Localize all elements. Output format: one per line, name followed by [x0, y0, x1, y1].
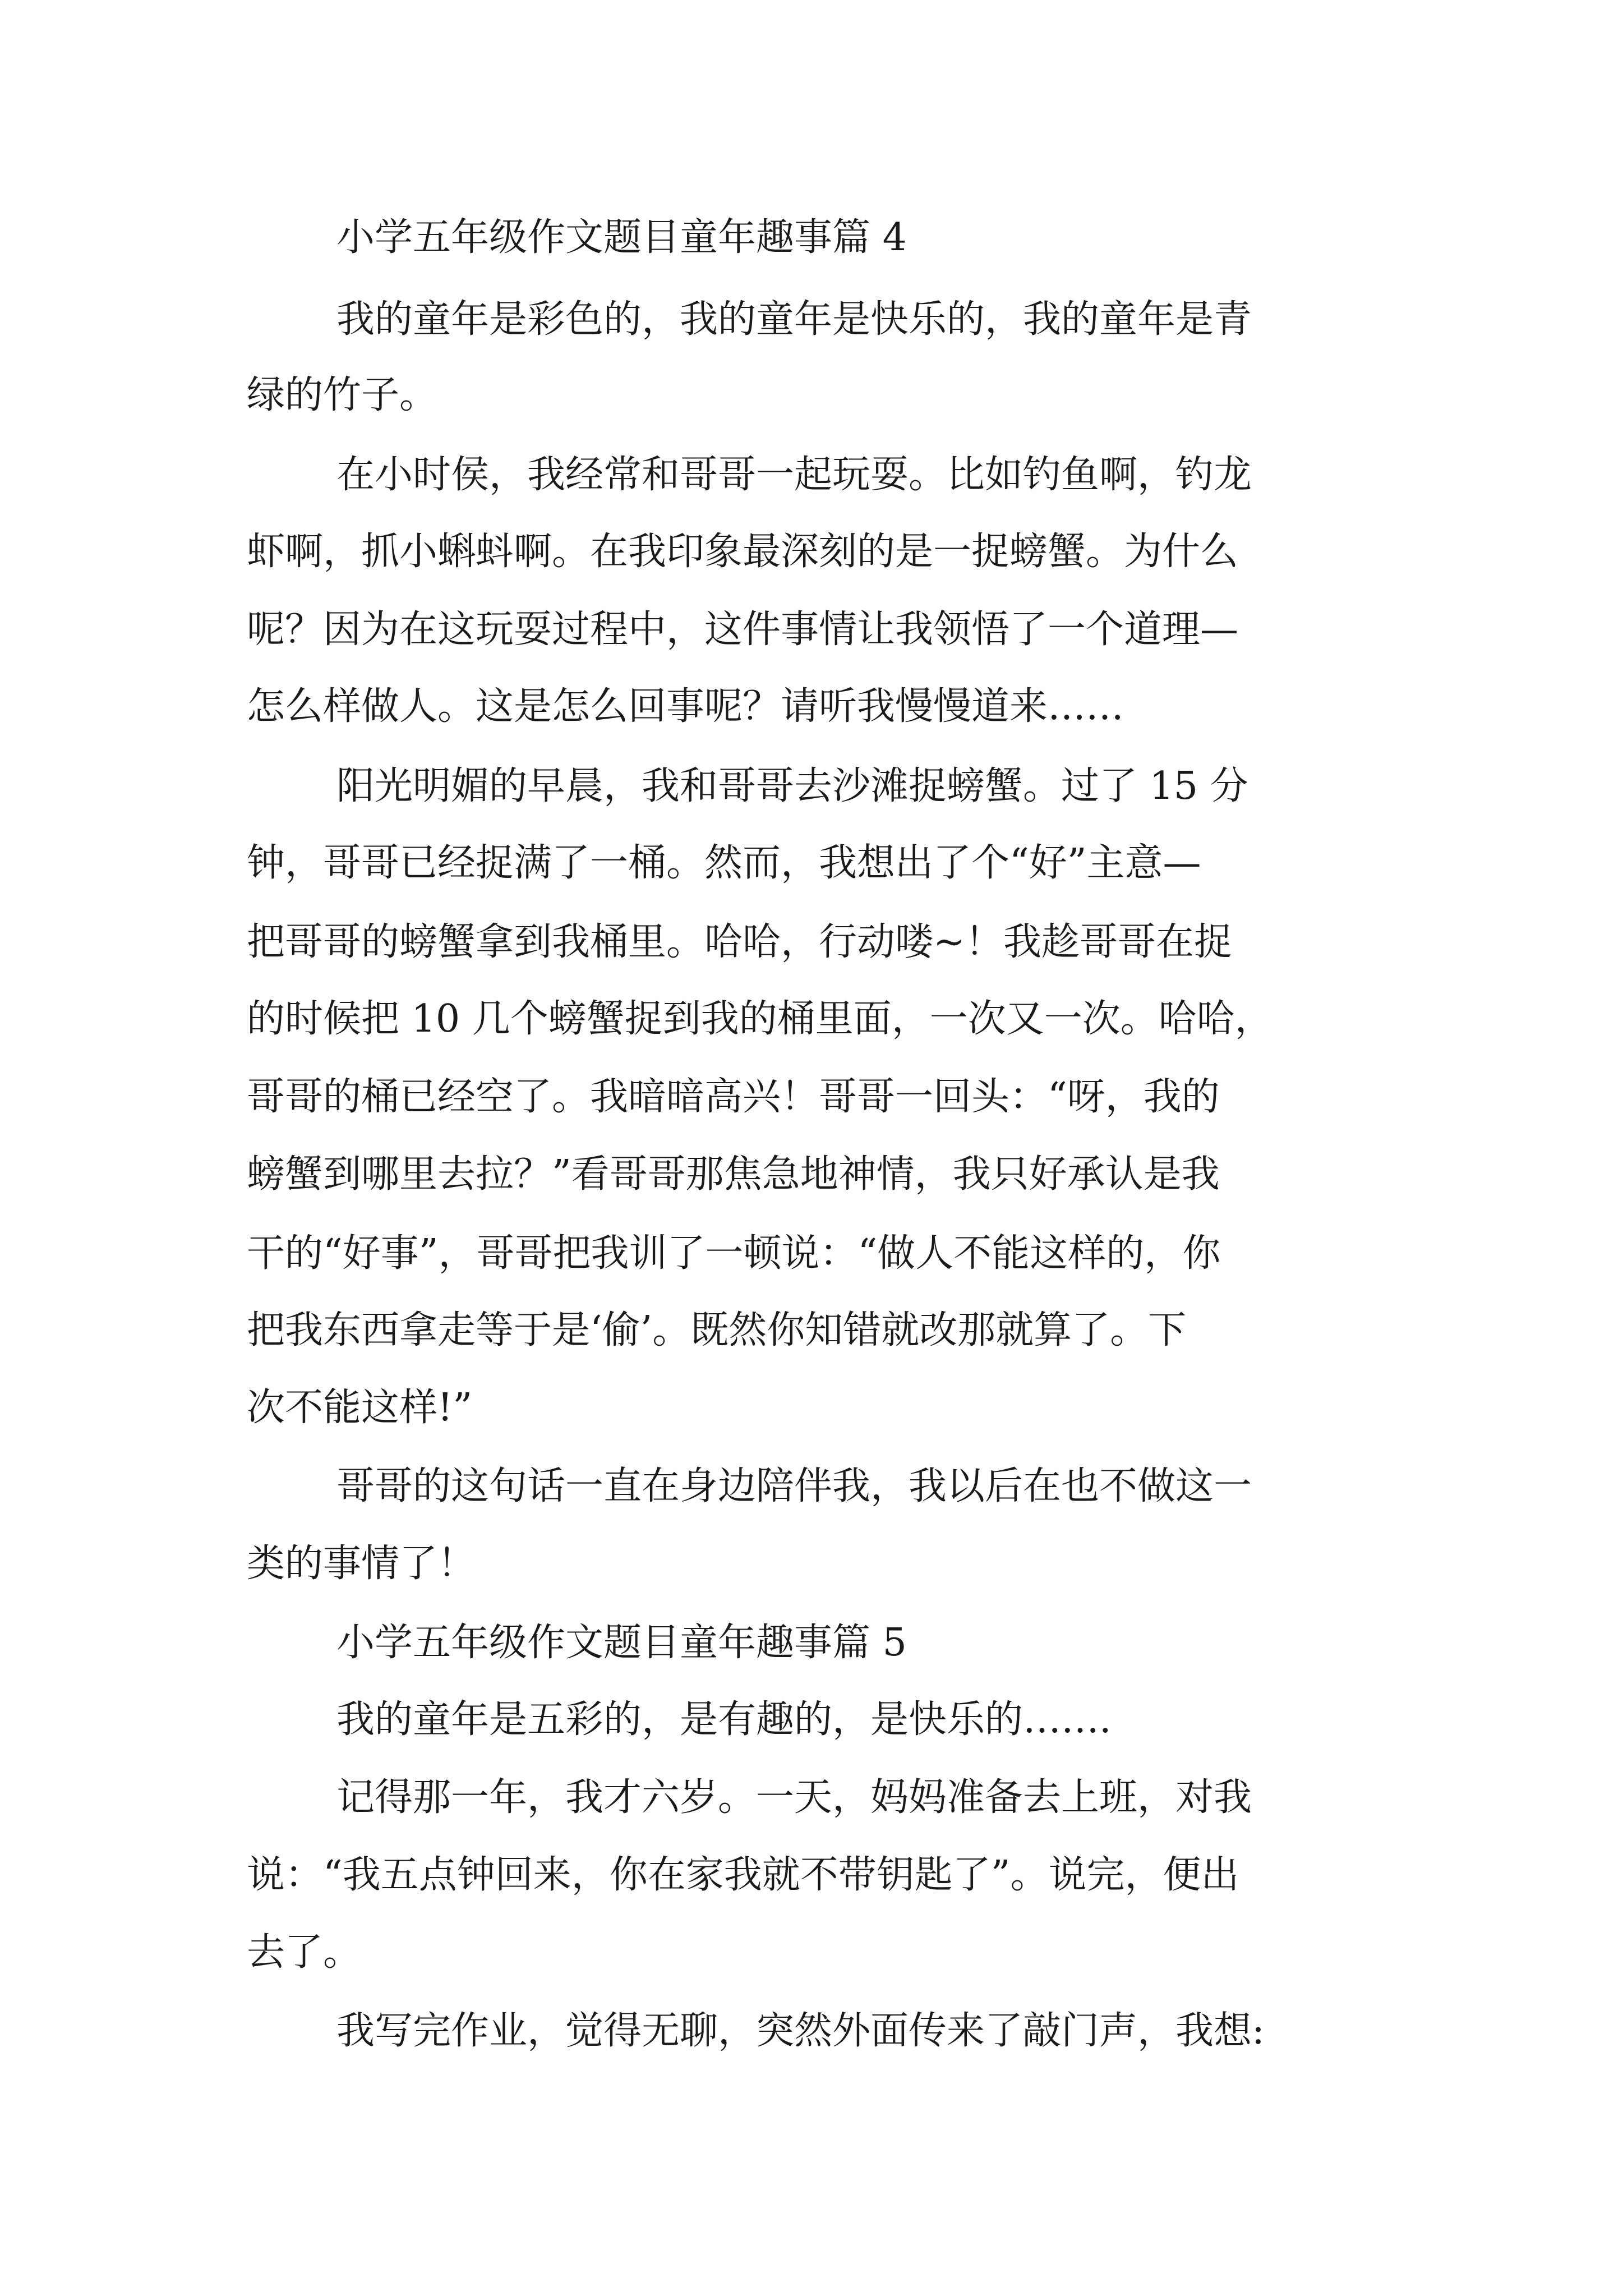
section-heading: 小学五年级作文题目童年趣事篇 4	[336, 215, 907, 260]
text-line: 把我东西拿走等于是‘偷’。既然你知错就改那就算了。下	[247, 1308, 1187, 1352]
text-line: 我的童年是五彩的，是有趣的，是快乐的…….	[336, 1697, 1112, 1742]
text-line: 说：“我五点钟回来，你在家我就不带钥匙了”。说完，便出	[247, 1853, 1239, 1897]
section-heading: 小学五年级作文题目童年趣事篇 5	[336, 1621, 907, 1665]
text-line: 阳光明媚的早晨，我和哥哥去沙滩捉螃蟹。过了 15 分	[336, 764, 1248, 808]
text-line: 在小时侯，我经常和哥哥一起玩耍。比如钓鱼啊，钓龙	[336, 453, 1252, 497]
text-line: 我写完作业，觉得无聊，突然外面传来了敲门声，我想:	[336, 2009, 1265, 2053]
text-line: 把哥哥的螃蟹拿到我桶里。哈哈，行动喽~！我趁哥哥在捉	[247, 920, 1232, 964]
text-line: 绿的竹子。	[247, 373, 438, 417]
text-line: 哥哥的桶已经空了。我暗暗高兴！哥哥一回头：“呀，我的	[247, 1075, 1220, 1119]
text-line: 去了。	[247, 1930, 362, 1975]
text-line: 怎么样做人。这是怎么回事呢？请听我慢慢道来……	[247, 684, 1124, 729]
text-line: 次不能这样!”	[247, 1386, 473, 1430]
text-line: 类的事情了！	[247, 1542, 476, 1586]
text-line: 干的“好事”，哥哥把我训了一顿说：“做人不能这样的，你	[247, 1231, 1221, 1276]
text-line: 记得那一年，我才六岁。一天，妈妈准备去上班，对我	[336, 1775, 1252, 1820]
text-line: 虾啊，抓小蝌蚪啊。在我印象最深刻的是一捉螃蟹。为什么	[247, 530, 1239, 574]
text-line: 呢？因为在这玩耍过程中，这件事情让我领悟了一个道理—	[247, 608, 1239, 652]
text-line: 螃蟹到哪里去拉？”看哥哥那焦急地神情，我只好承认是我	[247, 1152, 1220, 1197]
text-line: 我的童年是彩色的，我的童年是快乐的，我的童年是青	[336, 297, 1252, 342]
text-line: 的时候把 10 几个螃蟹捉到我的桶里面，一次又一次。哈哈，	[247, 997, 1273, 1041]
text-line: 哥哥的这句话一直在身边陪伴我，我以后在也不做这一	[336, 1464, 1252, 1508]
text-line: 钟，哥哥已经捉满了一桶。然而，我想出了个“好”主意—	[247, 841, 1201, 885]
